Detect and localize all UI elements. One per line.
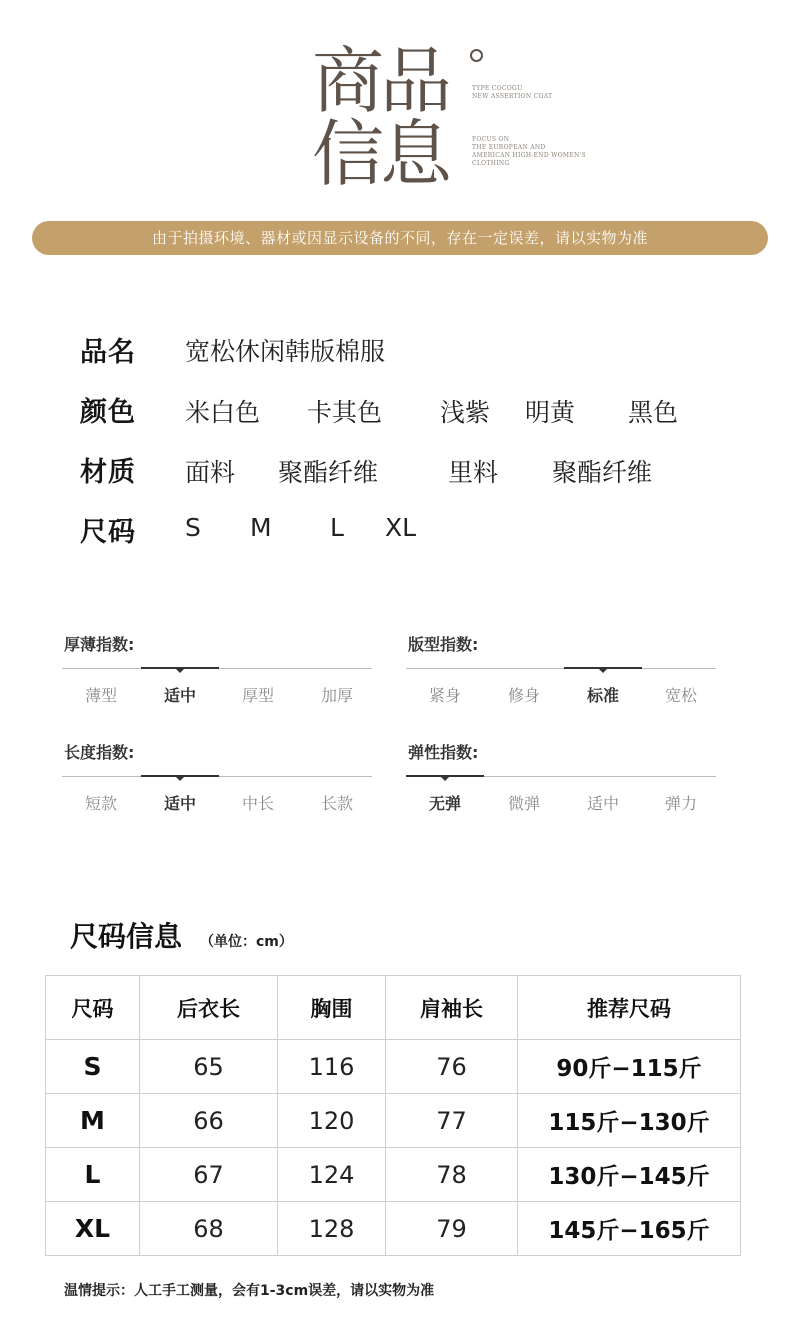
length-option: 长款 <box>320 794 353 813</box>
cell-back-length: 66 <box>140 1094 278 1148</box>
cell-recommended: 130斤−145斤 <box>518 1148 741 1202</box>
header-sleeve-length: 肩袖长 <box>386 976 518 1040</box>
fit-index-pointer <box>599 669 607 673</box>
fit-option: 修身 <box>507 686 540 705</box>
length-index-pointer <box>176 777 184 781</box>
header-recommended: 推荐尺码 <box>518 976 741 1040</box>
material-lining-value: 聚酯纤维 <box>552 458 653 487</box>
header-chest: 胸围 <box>278 976 386 1040</box>
thickness-option: 薄型 <box>84 686 117 705</box>
table-row <box>46 1094 741 1148</box>
color-label: 颜色 <box>80 397 136 428</box>
fit-index-title: 版型指数: <box>408 635 479 654</box>
cell-recommended: 115斤−130斤 <box>518 1094 741 1148</box>
size-info-unit: （单位：cm） <box>200 934 293 950</box>
color-option: 黑色 <box>628 398 679 427</box>
size-option: M <box>250 513 272 542</box>
thickness-option: 厚型 <box>241 686 274 705</box>
color-option: 米白色 <box>185 398 261 427</box>
cell-chest: 116 <box>278 1040 386 1094</box>
cell-recommended: 90斤−115斤 <box>518 1040 741 1094</box>
cell-back-length: 65 <box>140 1040 278 1094</box>
size-table <box>45 975 741 1256</box>
length-index-title: 长度指数: <box>64 743 135 762</box>
table-row <box>46 1148 741 1202</box>
length-option: 短款 <box>84 794 117 813</box>
cell-size: XL <box>46 1202 140 1256</box>
cell-size: L <box>46 1148 140 1202</box>
size-option: L <box>330 513 344 542</box>
material-outer-value: 聚酯纤维 <box>278 458 379 487</box>
elasticity-option-selected: 无弹 <box>428 794 461 813</box>
table-row <box>46 1202 741 1256</box>
elasticity-index-title: 弹性指数: <box>408 743 479 762</box>
size-table-header-row <box>46 976 741 1040</box>
english-tagline-3: FOCUS ON <box>472 136 510 143</box>
cell-sleeve-length: 76 <box>386 1040 518 1094</box>
size-info-title: 尺码信息 <box>70 920 183 953</box>
disclaimer-banner: 由于拍摄环境、器材或因显示设备的不同，存在一定误差，请以实物为准 <box>32 221 768 255</box>
thickness-option-selected: 适中 <box>163 686 196 705</box>
fit-option: 宽松 <box>664 686 697 705</box>
title-line-1: 商品 <box>312 39 449 123</box>
thickness-index-title: 厚薄指数: <box>64 635 135 654</box>
color-option: 浅紫 <box>440 398 491 427</box>
material-label: 材质 <box>80 457 136 488</box>
cell-back-length: 68 <box>140 1202 278 1256</box>
fit-option-selected: 标准 <box>586 686 619 705</box>
fit-option: 紧身 <box>428 686 461 705</box>
cell-back-length: 67 <box>140 1148 278 1202</box>
elasticity-option: 弹力 <box>664 794 697 813</box>
cell-chest: 124 <box>278 1148 386 1202</box>
material-outer-label: 面料 <box>185 458 236 487</box>
english-tagline-2: NEW ASSERTION COAT <box>472 93 553 100</box>
size-label: 尺码 <box>80 517 136 548</box>
size-option: S <box>185 513 201 542</box>
length-option: 中长 <box>241 794 274 813</box>
title-line-2: 信息 <box>312 112 449 196</box>
english-tagline-4: THE EUROPEAN AND <box>472 144 546 151</box>
english-tagline-1: TYPE COCOGU <box>472 85 523 92</box>
table-row <box>46 1040 741 1094</box>
product-name-label: 品名 <box>80 337 136 368</box>
thickness-index-pointer <box>176 669 184 673</box>
elasticity-index-pointer <box>441 777 449 781</box>
header-back-length: 后衣长 <box>140 976 278 1040</box>
measurement-footnote: 温情提示：人工手工测量，会有1-3cm误差，请以实物为准 <box>64 1283 435 1299</box>
material-lining-label: 里料 <box>448 458 499 487</box>
elasticity-option: 适中 <box>586 794 619 813</box>
header-size: 尺码 <box>46 976 140 1040</box>
cell-recommended: 145斤−165斤 <box>518 1202 741 1256</box>
english-tagline-6: CLOTHING <box>472 160 510 167</box>
cell-chest: 120 <box>278 1094 386 1148</box>
product-name-value: 宽松休闲韩版棉服 <box>185 337 386 366</box>
cell-sleeve-length: 77 <box>386 1094 518 1148</box>
size-option: XL <box>385 513 417 542</box>
elasticity-option: 微弹 <box>507 794 540 813</box>
color-option: 明黄 <box>525 398 576 427</box>
cell-chest: 128 <box>278 1202 386 1256</box>
cell-size: S <box>46 1040 140 1094</box>
english-tagline-5: AMERICAN HIGH-END WOMEN'S <box>472 152 586 159</box>
thickness-option: 加厚 <box>320 686 353 705</box>
cell-sleeve-length: 79 <box>386 1202 518 1256</box>
color-option: 卡其色 <box>307 398 383 427</box>
cell-size: M <box>46 1094 140 1148</box>
length-option-selected: 适中 <box>163 794 196 813</box>
cell-sleeve-length: 78 <box>386 1148 518 1202</box>
degree-circle-decoration <box>470 49 483 62</box>
fit-index-line <box>406 668 716 669</box>
